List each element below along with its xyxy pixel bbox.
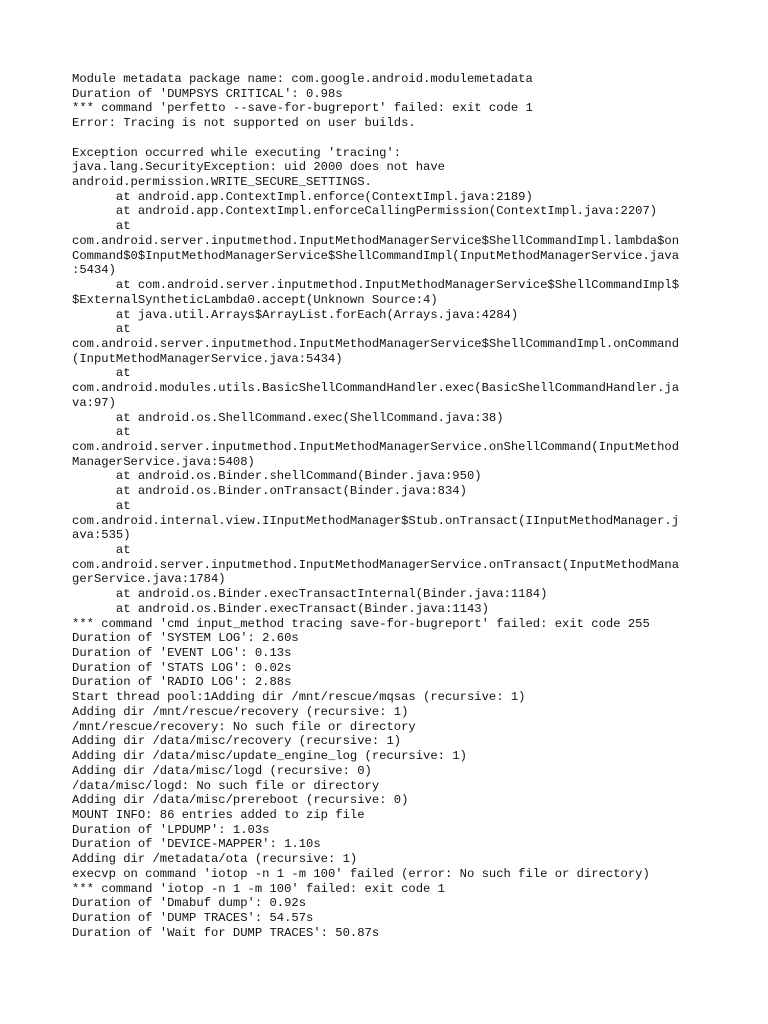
log-line: Duration of 'EVENT LOG': 0.13s bbox=[72, 646, 292, 661]
log-line: at bbox=[72, 322, 131, 337]
log-line: Duration of 'LPDUMP': 1.03s bbox=[72, 822, 270, 837]
log-line: Adding dir /mnt/rescue/recovery (recursive: 1) bbox=[72, 704, 409, 719]
log-line: com.android.internal.view.IInputMethodManager$Stub.onTransact(IInputMethodManager.j bbox=[72, 513, 680, 528]
log-line: Duration of 'RADIO LOG': 2.88s bbox=[72, 675, 292, 690]
log-line: Start thread pool:1Adding dir /mnt/rescue/mqsas (recursive: 1) bbox=[72, 690, 526, 705]
log-line: *** command 'iotop -n 1 -m 100' failed: exit code 1 bbox=[72, 881, 445, 896]
log-line: at android.os.Binder.execTransactInternal(Binder.java:1184) bbox=[72, 587, 548, 602]
log-text-block bbox=[72, 72, 712, 940]
log-line: at bbox=[72, 498, 131, 513]
log-line: com.android.modules.utils.BasicShellCommandHandler.exec(BasicShellCommandHandler.ja bbox=[72, 381, 680, 396]
log-line: at android.os.ShellCommand.exec(ShellCommand.java:38) bbox=[72, 410, 504, 425]
log-line: java.lang.SecurityException: uid 2000 does not have bbox=[72, 160, 445, 175]
log-line: execvp on command 'iotop -n 1 -m 100' failed (error: No such file or directory) bbox=[72, 866, 650, 881]
log-line: at android.os.Binder.execTransact(Binder.java:1143) bbox=[72, 601, 489, 616]
log-line: at bbox=[72, 366, 131, 381]
log-line: Duration of 'Wait for DUMP TRACES': 50.87s bbox=[72, 925, 380, 940]
log-line: com.android.server.inputmethod.InputMethodManagerService.onShellCommand(InputMethod bbox=[72, 439, 680, 454]
log-line: *** command 'perfetto --save-for-bugreport' failed: exit code 1 bbox=[72, 101, 533, 116]
log-line: /data/misc/logd: No such file or directory bbox=[72, 778, 380, 793]
log-line: Adding dir /data/misc/recovery (recursive: 1) bbox=[72, 734, 402, 749]
log-line: Exception occurred while executing 'tracing': bbox=[72, 145, 402, 160]
log-line: at bbox=[72, 219, 131, 234]
log-line: /mnt/rescue/recovery: No such file or directory bbox=[72, 719, 416, 734]
log-line: $ExternalSyntheticLambda0.accept(Unknown Source:4) bbox=[72, 292, 438, 307]
log-line: (InputMethodManagerService.java:5434) bbox=[72, 351, 343, 366]
log-line: :5434) bbox=[72, 263, 116, 278]
log-line: ava:535) bbox=[72, 528, 131, 543]
log-line: Duration of 'Dmabuf dump': 0.92s bbox=[72, 896, 307, 911]
log-line bbox=[72, 131, 712, 146]
log-line: Adding dir /metadata/ota (recursive: 1) bbox=[72, 852, 358, 867]
log-line: va:97) bbox=[72, 395, 116, 410]
log-line: ManagerService.java:5408) bbox=[72, 454, 255, 469]
log-line: Duration of 'DUMP TRACES': 54.57s bbox=[72, 910, 314, 925]
log-line: at com.android.server.inputmethod.InputMethodManagerService$ShellCommandImpl$ bbox=[72, 278, 680, 293]
log-line: Adding dir /data/misc/logd (recursive: 0) bbox=[72, 763, 372, 778]
log-line: at android.app.ContextImpl.enforceCallingPermission(ContextImpl.java:2207) bbox=[72, 204, 658, 219]
log-line: at android.os.Binder.shellCommand(Binder.java:950) bbox=[72, 469, 482, 484]
log-line: at bbox=[72, 543, 131, 557]
log-line: Command$0$InputMethodManagerService$ShellCommandImpl(InputMethodManagerService.java bbox=[72, 248, 680, 263]
log-line: Adding dir /data/misc/update_engine_log (recursive: 1) bbox=[72, 749, 467, 764]
log-line: MOUNT INFO: 86 entries added to zip file bbox=[72, 807, 365, 822]
log-line: com.android.server.inputmethod.InputMethodManagerService$ShellCommandImpl.lambda$on bbox=[72, 233, 680, 248]
log-line: *** command 'cmd input_method tracing save-for-bugreport' failed: exit code 255 bbox=[72, 616, 650, 631]
log-line: Duration of 'STATS LOG': 0.02s bbox=[72, 660, 292, 675]
log-line: Adding dir /data/misc/prereboot (recursive: 0) bbox=[72, 793, 409, 808]
log-line: at android.os.Binder.onTransact(Binder.java:834) bbox=[72, 484, 467, 499]
log-line: at java.util.Arrays$ArrayList.forEach(Arrays.java:4284) bbox=[72, 307, 519, 322]
log-line: Duration of 'DEVICE-MAPPER': 1.10s bbox=[72, 837, 321, 852]
log-line: Error: Tracing is not supported on user builds. bbox=[72, 116, 416, 131]
log-line: at android.app.ContextImpl.enforce(ContextImpl.java:2189) bbox=[72, 189, 533, 204]
log-line: Duration of 'SYSTEM LOG': 2.60s bbox=[72, 631, 299, 646]
log-line: gerService.java:1784) bbox=[72, 572, 226, 587]
log-line: com.android.server.inputmethod.InputMethodManagerService$ShellCommandImpl.onCommand bbox=[72, 336, 680, 351]
log-line: com.android.server.inputmethod.InputMethodManagerService.onTransact(InputMethodMana bbox=[72, 557, 680, 572]
log-line: android.permission.WRITE_SECURE_SETTINGS. bbox=[72, 175, 372, 190]
log-line: Module metadata package name: com.google.android.modulemetadata bbox=[72, 72, 533, 86]
log-line: Duration of 'DUMPSYS CRITICAL': 0.98s bbox=[72, 86, 343, 101]
log-line: at bbox=[72, 425, 131, 440]
